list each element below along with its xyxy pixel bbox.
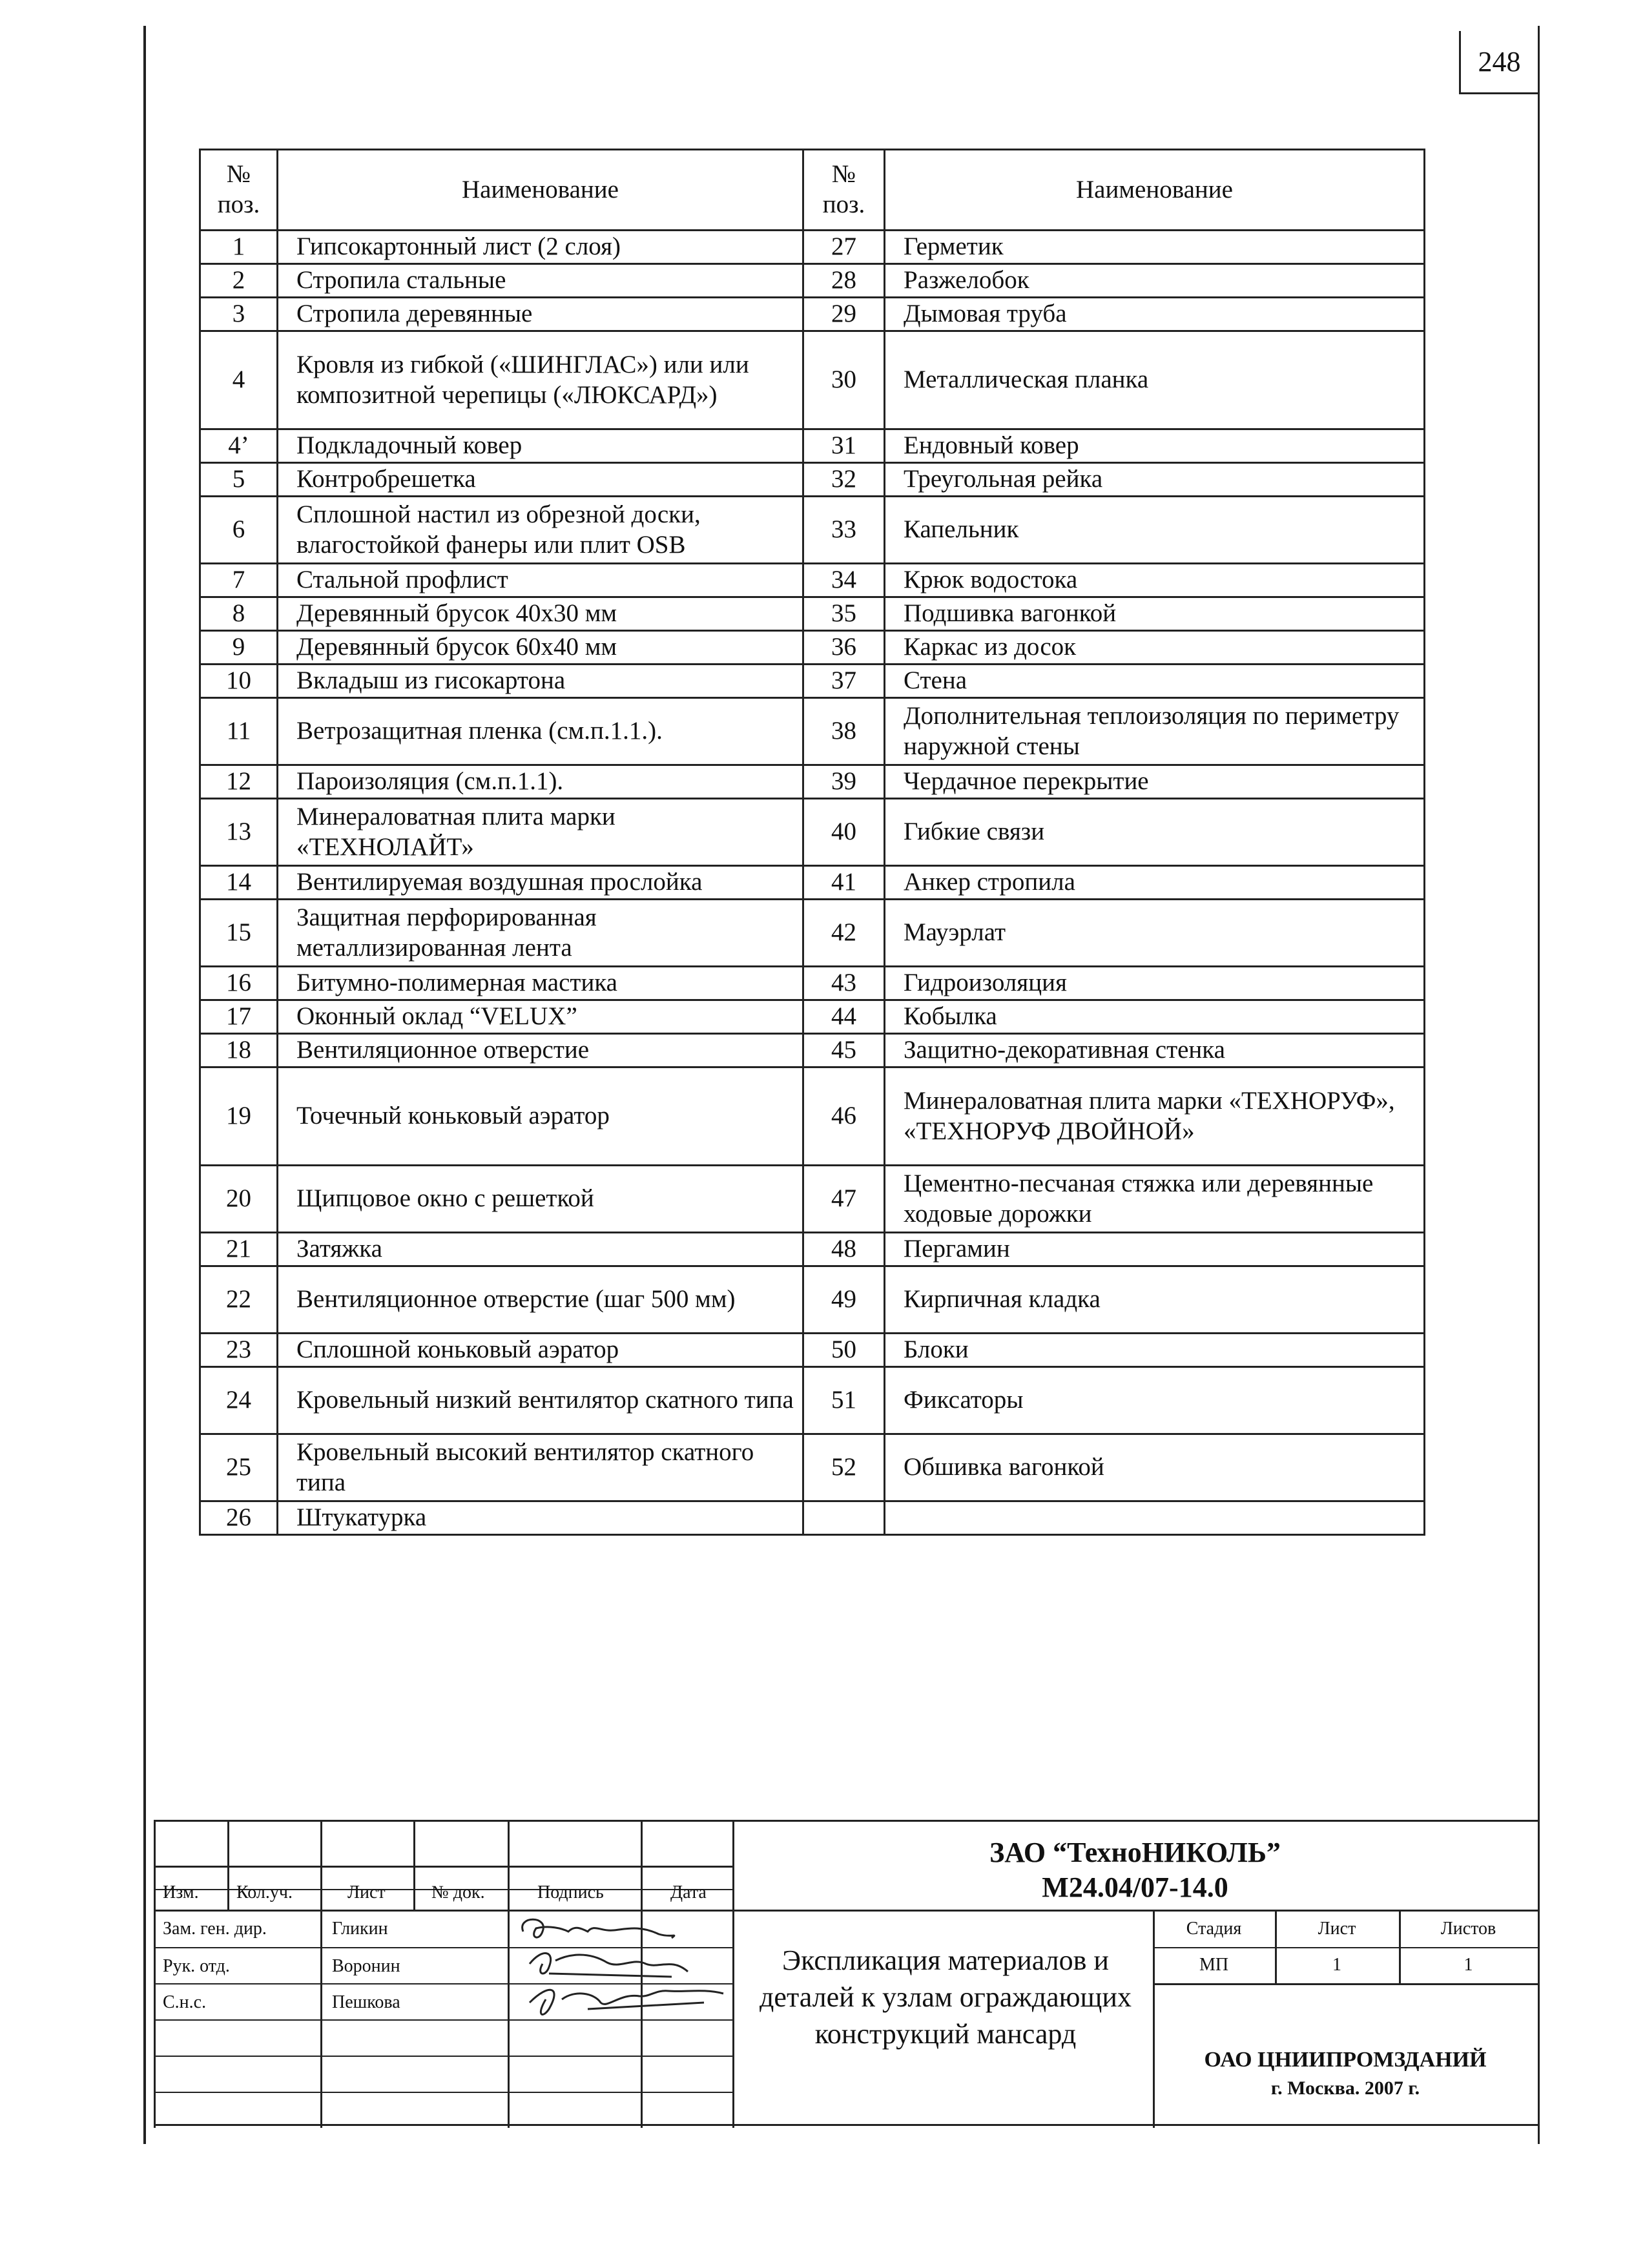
name-voronin: Воронин	[332, 1956, 400, 1976]
cell-position-left: 15	[200, 900, 278, 967]
table-row	[200, 331, 1425, 429]
table-body	[200, 231, 1425, 1535]
table-row	[200, 665, 1425, 698]
cell-name-left: Пароизоляция (см.п.1.1).	[278, 765, 803, 799]
cell-name-right: Герметик	[885, 231, 1425, 264]
cell-position-right: 33	[803, 497, 885, 564]
cell-name-right: Ендовный ковер	[885, 429, 1425, 463]
cell-name-right: Минераловатная плита марки «ТЕХНОРУФ», «ТЕХНОРУФ ДВОЙНОЙ»	[885, 1067, 1425, 1166]
cell-name-right: Металлическая планка	[885, 331, 1425, 429]
cell-name-left: Деревянный брусок 60х40 мм	[278, 631, 803, 665]
stage-label: Стадия	[1186, 1919, 1242, 1939]
cell-name-left: Кровля из гибкой («ШИНГЛАС») или или композитной черепицы («ЛЮКСАРД»)	[278, 331, 803, 429]
title-block	[154, 1820, 1538, 2126]
cell-position-left: 7	[200, 564, 278, 597]
role-sns: С.н.с.	[163, 1992, 207, 2012]
cell-name-left: Защитная перфорированная металлизированная лента	[278, 900, 803, 967]
sheet-label: Лист	[1318, 1919, 1356, 1939]
cell-position-left: 22	[200, 1266, 278, 1334]
cell-name-right: Мауэрлат	[885, 900, 1425, 967]
table-row	[200, 564, 1425, 597]
cell-position-right: 43	[803, 967, 885, 1000]
cell-name-left: Вкладыш из гисокартона	[278, 665, 803, 698]
table-row	[200, 1067, 1425, 1166]
cell-position-left: 9	[200, 631, 278, 665]
header-name-right	[885, 150, 1425, 231]
cell-position-right: 41	[803, 866, 885, 900]
cell-position-left: 23	[200, 1334, 278, 1367]
table-row	[200, 631, 1425, 665]
table-row	[200, 765, 1425, 799]
cell-name-left: Кровельный высокий вентилятор скатного типа	[278, 1434, 803, 1501]
document-code: М24.04/07-14.0	[1042, 1871, 1228, 1903]
company-name: ЗАО “ТехноНИКОЛЬ”	[989, 1837, 1281, 1868]
cell-position-left: 26	[200, 1501, 278, 1535]
sheets-value: 1	[1463, 1955, 1473, 1975]
cell-name-right: Треугольная рейка	[885, 463, 1425, 497]
cell-name-left: Вентилируемая воздушная прослойка	[278, 866, 803, 900]
cell-name-right: Дополнительная теплоизоляция по периметру наружной стены	[885, 698, 1425, 765]
cell-position-left: 2	[200, 264, 278, 298]
cell-position-left: 1	[200, 231, 278, 264]
cell-position-right: 46	[803, 1067, 885, 1166]
cell-position-right: 44	[803, 1000, 885, 1034]
cell-position-left: 8	[200, 597, 278, 631]
cell-position-left: 11	[200, 698, 278, 765]
cell-name-right: Крюк водостока	[885, 564, 1425, 597]
cell-name-left: Вентиляционное отверстие	[278, 1034, 803, 1067]
cell-name-right: Кобылка	[885, 1000, 1425, 1034]
cell-position-right: 28	[803, 264, 885, 298]
table-row	[200, 1501, 1425, 1535]
page-frame-right	[1538, 26, 1540, 2144]
cell-name-left: Сплошной коньковый аэратор	[278, 1334, 803, 1367]
header-name-label: Наименование	[462, 175, 619, 203]
cell-name-left: Затяжка	[278, 1233, 803, 1266]
table-row	[200, 463, 1425, 497]
materials-table	[199, 149, 1425, 1536]
cell-name-left: Вентиляционное отверстие (шаг 500 мм)	[278, 1266, 803, 1334]
cell-name-right	[885, 1501, 1425, 1535]
table-row	[200, 799, 1425, 866]
cell-name-right: Цементно-песчаная стяжка или деревянные ходовые дорожки	[885, 1166, 1425, 1233]
col-data: Дата	[670, 1882, 707, 1902]
cell-position-right: 29	[803, 298, 885, 331]
cell-position-right: 51	[803, 1367, 885, 1434]
cell-position-left: 20	[200, 1166, 278, 1233]
cell-name-left: Стропила деревянные	[278, 298, 803, 331]
cell-position-left: 19	[200, 1067, 278, 1166]
cell-name-right: Анкер стропила	[885, 866, 1425, 900]
table-row	[200, 1266, 1425, 1334]
cell-name-right: Гибкие связи	[885, 799, 1425, 866]
cell-name-left: Сплошной настил из обрезной доски, влагостойкой фанеры или плит OSB	[278, 497, 803, 564]
cell-name-left: Деревянный брусок 40х30 мм	[278, 597, 803, 631]
cell-name-right: Разжелобок	[885, 264, 1425, 298]
cell-position-right: 50	[803, 1334, 885, 1367]
cell-name-left: Стропила стальные	[278, 264, 803, 298]
organization-city-year: г. Москва. 2007 г.	[1270, 2077, 1420, 2099]
table-row	[200, 429, 1425, 463]
cell-name-left: Ветрозащитная пленка (см.п.1.1.).	[278, 698, 803, 765]
sheet-value: 1	[1332, 1955, 1341, 1975]
cell-name-left: Кровельный низкий вентилятор скатного типа	[278, 1367, 803, 1434]
signatures-image	[510, 1912, 730, 2035]
cell-position-left: 12	[200, 765, 278, 799]
table-row	[200, 1434, 1425, 1501]
cell-name-left: Щипцовое окно с решеткой	[278, 1166, 803, 1233]
cell-position-left: 17	[200, 1000, 278, 1034]
header-pos-left	[200, 150, 278, 231]
table-row	[200, 1000, 1425, 1034]
table-row	[200, 1233, 1425, 1266]
cell-name-left: Оконный оклад “VELUX”	[278, 1000, 803, 1034]
cell-name-right: Фиксаторы	[885, 1367, 1425, 1434]
table-row	[200, 497, 1425, 564]
table-row	[200, 900, 1425, 967]
cell-name-left: Стальной профлист	[278, 564, 803, 597]
cell-position-left: 6	[200, 497, 278, 564]
cell-name-left: Штукатурка	[278, 1501, 803, 1535]
header-name-left	[278, 150, 803, 231]
name-glikin: Гликин	[332, 1919, 388, 1939]
cell-position-left: 24	[200, 1367, 278, 1434]
cell-position-left: 5	[200, 463, 278, 497]
cell-position-right: 48	[803, 1233, 885, 1266]
sheets-label: Листов	[1440, 1919, 1496, 1939]
table-row	[200, 967, 1425, 1000]
cell-name-left: Контробрешетка	[278, 463, 803, 497]
cell-position-right: 36	[803, 631, 885, 665]
cell-position-right: 45	[803, 1034, 885, 1067]
page-number-box	[1459, 31, 1538, 94]
col-kol-uch: Кол.уч.	[236, 1882, 293, 1902]
cell-position-right: 38	[803, 698, 885, 765]
cell-position-left: 14	[200, 866, 278, 900]
cell-position-right: 49	[803, 1266, 885, 1334]
cell-position-left: 3	[200, 298, 278, 331]
cell-position-right: 30	[803, 331, 885, 429]
cell-position-left: 4’	[200, 429, 278, 463]
cell-name-right: Дымовая труба	[885, 298, 1425, 331]
cell-name-right: Каркас из досок	[885, 631, 1425, 665]
cell-position-left: 16	[200, 967, 278, 1000]
cell-name-left: Подкладочный ковер	[278, 429, 803, 463]
cell-name-right: Кирпичная кладка	[885, 1266, 1425, 1334]
cell-position-left: 18	[200, 1034, 278, 1067]
cell-name-right: Блоки	[885, 1334, 1425, 1367]
table-row	[200, 298, 1425, 331]
cell-position-right: 47	[803, 1166, 885, 1233]
cell-position-right: 40	[803, 799, 885, 866]
name-peshkova: Пешкова	[332, 1992, 400, 2012]
cell-name-right: Гидроизоляция	[885, 967, 1425, 1000]
col-izm: Изм.	[163, 1882, 199, 1902]
cell-position-left: 10	[200, 665, 278, 698]
cell-position-right: 35	[803, 597, 885, 631]
stage-value: МП	[1199, 1955, 1229, 1975]
col-doc-no: № док.	[431, 1882, 485, 1902]
header-name-label: Наименование	[1076, 175, 1233, 203]
cell-position-left: 21	[200, 1233, 278, 1266]
header-pos-label: № поз.	[822, 160, 865, 218]
col-list: Лист	[347, 1882, 386, 1902]
cell-name-right: Подшивка вагонкой	[885, 597, 1425, 631]
cell-position-right: 34	[803, 564, 885, 597]
cell-name-right: Чердачное перекрытие	[885, 765, 1425, 799]
role-ruk-otd: Рук. отд.	[163, 1956, 230, 1976]
cell-name-left: Битумно-полимерная мастика	[278, 967, 803, 1000]
cell-position-left: 25	[200, 1434, 278, 1501]
cell-position-right	[803, 1501, 885, 1535]
cell-position-left: 4	[200, 331, 278, 429]
cell-position-right: 39	[803, 765, 885, 799]
cell-position-right: 27	[803, 231, 885, 264]
header-pos-label: № поз.	[217, 160, 260, 218]
cell-name-right: Защитно-декоративная стенка	[885, 1034, 1425, 1067]
cell-name-left: Минераловатная плита марки «ТЕХНОЛАЙТ»	[278, 799, 803, 866]
table-row	[200, 231, 1425, 264]
cell-position-right: 31	[803, 429, 885, 463]
cell-name-left: Точечный коньковый аэратор	[278, 1067, 803, 1166]
organization-name: ОАО ЦНИИПРОМЗДАНИЙ	[1204, 2048, 1487, 2072]
cell-name-right: Обшивка вагонкой	[885, 1434, 1425, 1501]
table-row	[200, 1334, 1425, 1367]
header-pos-right	[803, 150, 885, 231]
role-zam-gen-dir: Зам. ген. дир.	[163, 1919, 267, 1939]
cell-name-left: Гипсокартонный лист (2 слоя)	[278, 231, 803, 264]
cell-position-right: 42	[803, 900, 885, 967]
page-number: 248	[1478, 46, 1521, 77]
cell-name-right: Пергамин	[885, 1233, 1425, 1266]
cell-name-right: Капельник	[885, 497, 1425, 564]
cell-position-left: 13	[200, 799, 278, 866]
cell-name-right: Стена	[885, 665, 1425, 698]
col-podpis: Подпись	[537, 1882, 604, 1902]
document-title: Экспликация материалов и деталей к узлам ограждающих конструкций мансард	[760, 1944, 1132, 2050]
cell-position-right: 52	[803, 1434, 885, 1501]
table-row	[200, 698, 1425, 765]
table-row	[200, 866, 1425, 900]
cell-position-right: 37	[803, 665, 885, 698]
table-row	[200, 264, 1425, 298]
table-row	[200, 1367, 1425, 1434]
page-frame-left	[143, 26, 146, 2144]
table-row	[200, 1166, 1425, 1233]
cell-position-right: 32	[803, 463, 885, 497]
table-row	[200, 597, 1425, 631]
table-row	[200, 1034, 1425, 1067]
